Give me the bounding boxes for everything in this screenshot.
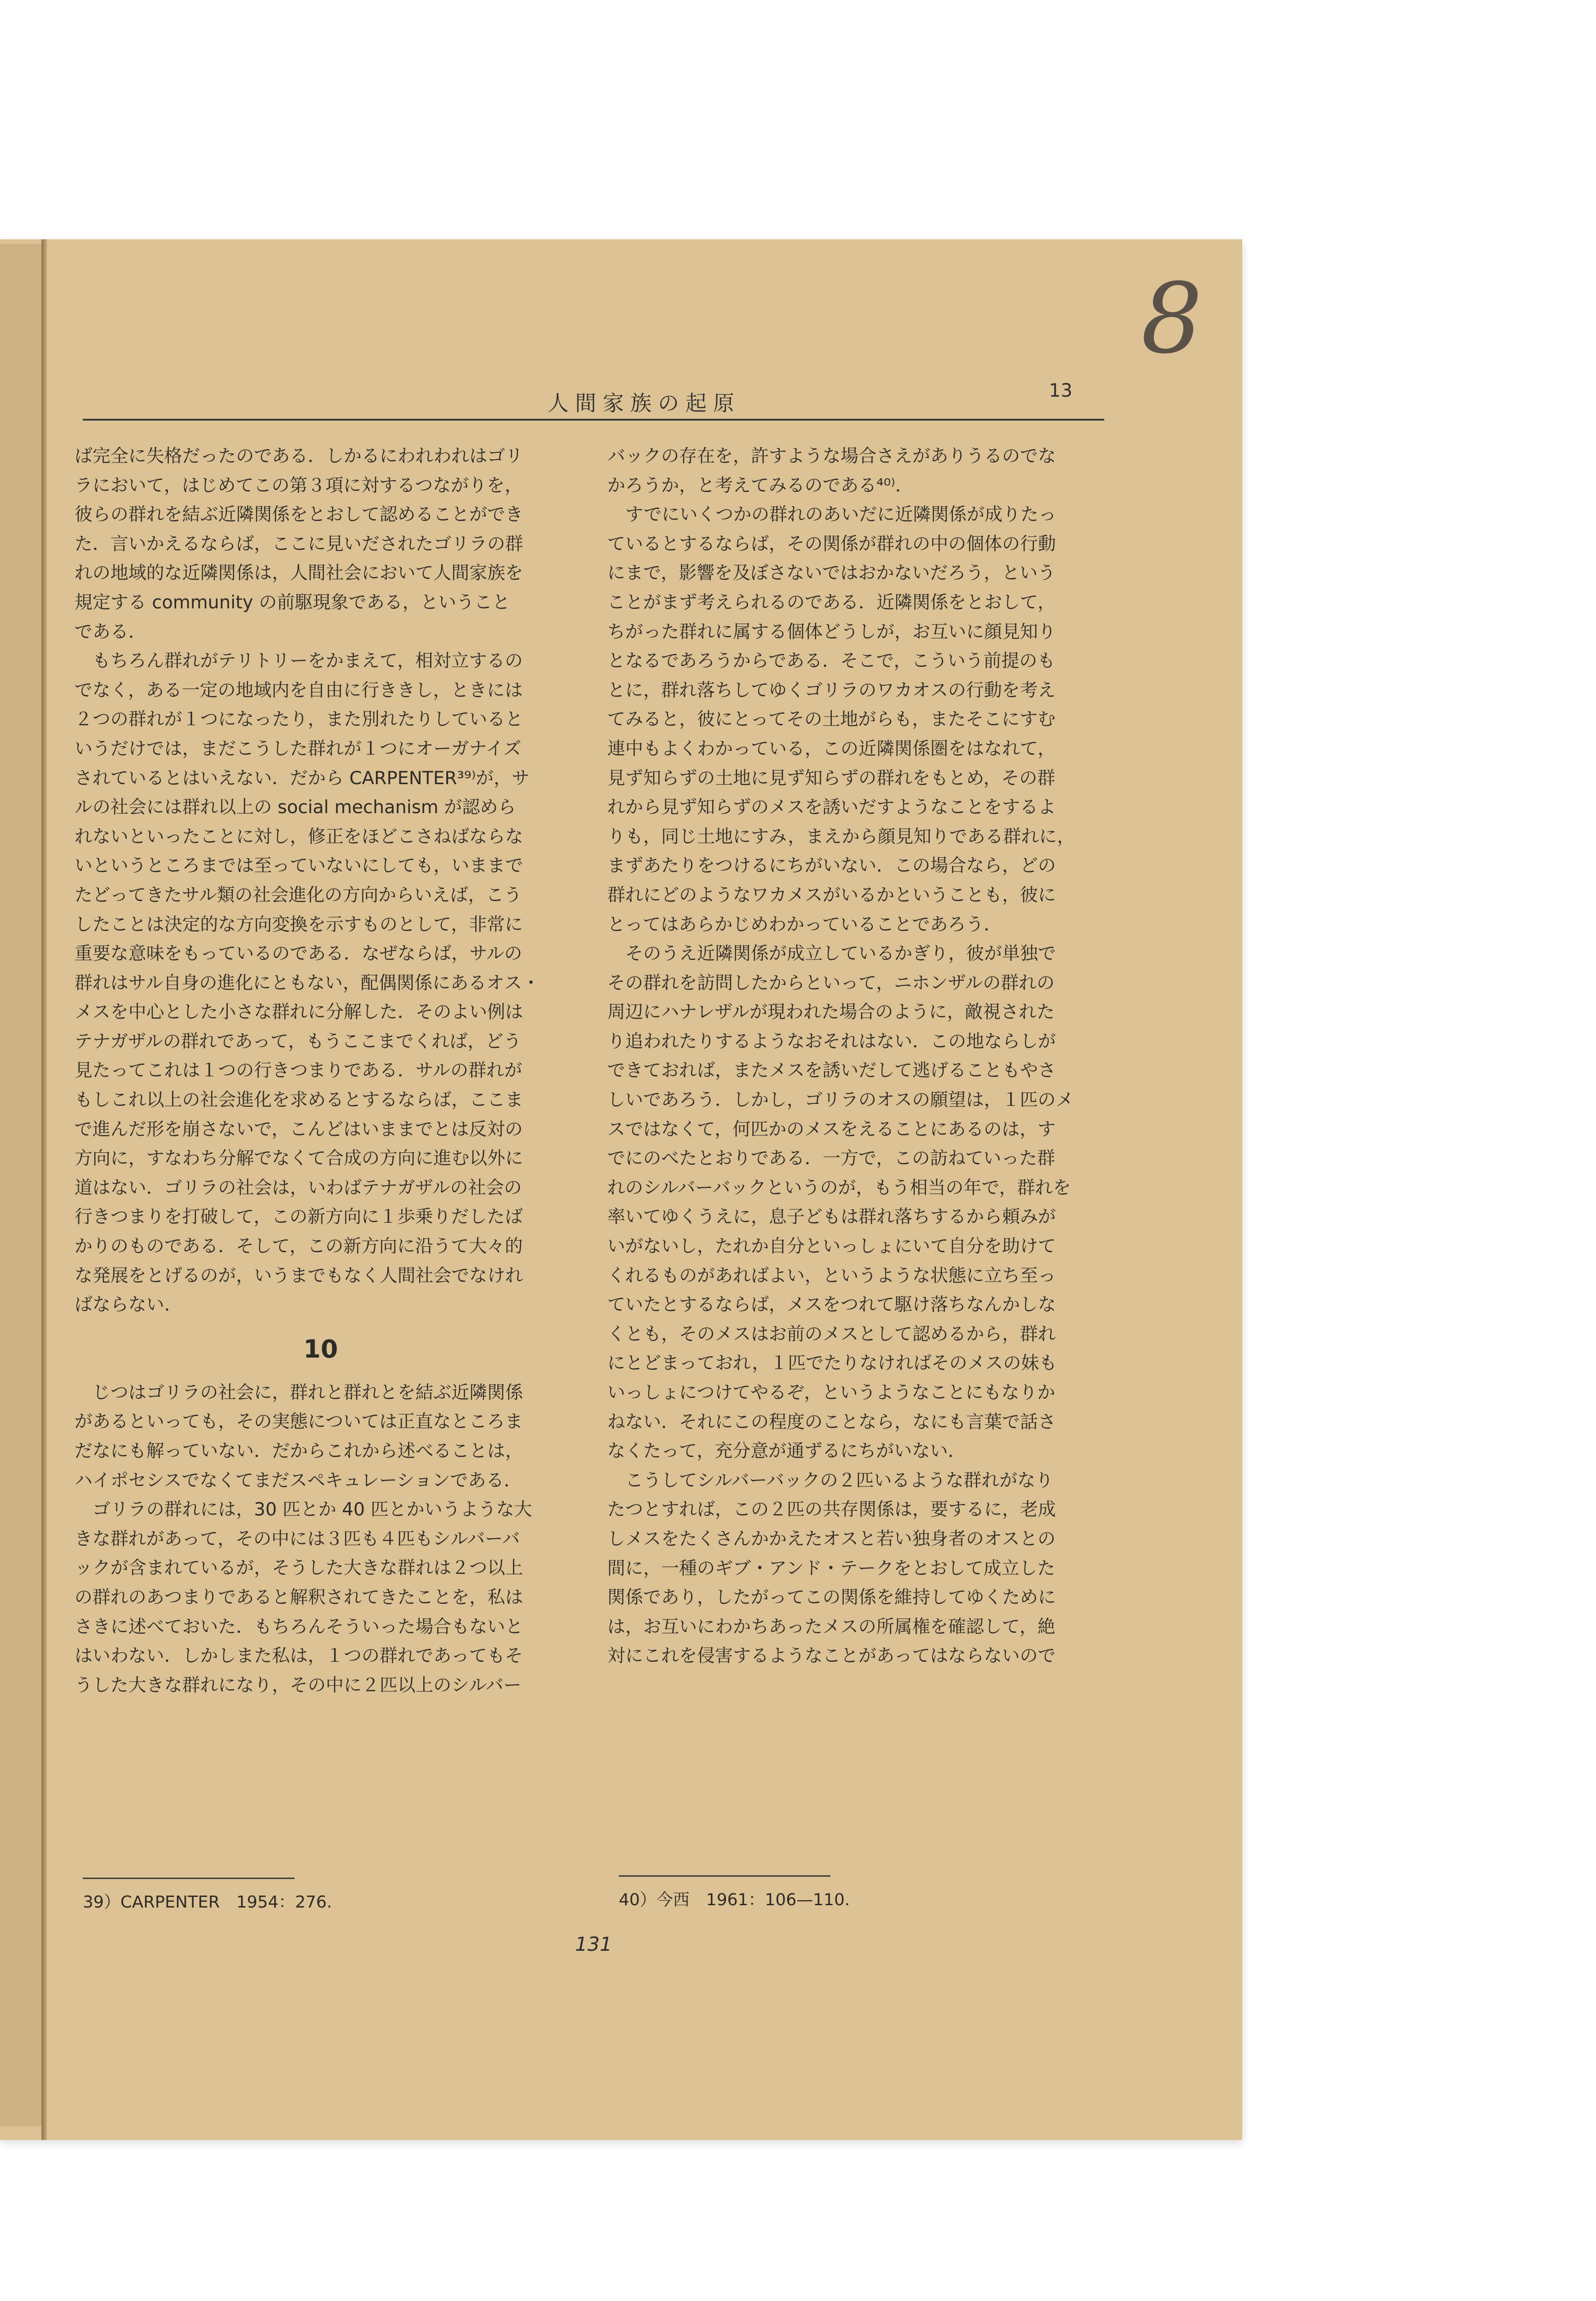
handwritten-mark-text: 8 [1141, 262, 1203, 375]
binding-gutter [41, 239, 47, 2140]
footnote-rule [619, 1875, 830, 1877]
footnote-39: 39）CARPENTER 1954：276. [83, 1893, 332, 1912]
section-number: 10 [303, 1334, 338, 1364]
paragraph: こうしてシルバーバックの２匹いるような群れがなり たつとすれば，この２匹の共存関係は，要するに，老成 しメスをたくさんかかえたオスと若い独身者のオスとの 間に，一種のギブ・アンド・テークをとおして成立した 関係であり，したがってこの関係を維持してゆくために は，お互いにわかちあったメスの所属権を確認して，絶 対にこれを侵害するようなことがあってはならないので [607, 1470, 1056, 1667]
previous-page-edge [0, 244, 43, 2126]
header-page-number: 13 [1049, 380, 1072, 401]
paragraph: そのうえ近隣関係が成立しているかぎり，彼が単独で その群れを訪問したからといって，ニホンザルの群れの 周辺にハナレザルが現われた場合のように，敵視された り追われたりするようなおそれはない．この地ならしが できておれば，またメスを誘いだして逃げることもやさ しいであろう．しかし，ゴリラのオスの願望は，１匹のメ スではなくて，何匹かのメスをえることにあるのは，す でにのべたとおりである．一方で，この訪ねていった群 れのシルバーバックというのが，もう相当の年で，群れを 率いてゆくうえに，息子どもは群れ落ちするから頼みが いがないし，たれか自分といっしょにいて自分を助けて くれるものがあればよい，というような状態に立ち至っ ていたとするならば，メスをつれて駆け落ちなんかしな くとも，そのメスはお前のメスとして認めるから，群れ にとどまっておれ，１匹でたりなければそのメスの妹も いっしょにつけてやるぞ，というようなことにもなりか ねない．それにこの程度のことなら，なにも言葉で話さ なくたって，充分意が通ずるにちがいない． [607, 943, 1074, 1462]
paragraph: もちろん群れがテリトリーをかまえて，相対立するの でなく，ある一定の地域内を自由に行ききし，ときには ２つの群れが１つになったり，また別れたりしていると いうだけでは，まだこうした群れが１つにオーガナイズ されているとはいえない．だから CARPENTER³⁹⁾が，サ ルの社会には群れ以上の social mechanism が認めら れないといったことに対し，修正をほどこさねばならな いというところまでは至っていないにしても，いままで たどってきたサル類の社会進化の方向からいえば，こう したことは決定的な方向変換を示すものとして，非常に 重要な意味をもっているのである．なぜならば，サルの 群れはサル自身の進化にともない，配偶関係にあるオス・ メスを中心とした小さな群れに分解した．そのよい例は テナガザルの群れであって，もうここまでくれば，どう 見たってこれは１つの行きつまりである．サルの群れが もしこれ以上の社会進化を求めるとするならば，ここま で進んだ形を崩さないで，こんどはいままでとは反対の 方向に，すなわち分解でなくて合成の方向に進む以外に 道はない．ゴリラの社会は，いわばテナガザルの社会の 行きつまりを打破して，この新方向に１歩乗りだしたば かりのものである．そして，この新方向に沿うて大々的 な発展をとげるのが，いうまでもなく人間社会でなけれ ばならない． [75, 651, 540, 1316]
folio-page-number: 131 [575, 1933, 612, 1955]
paragraph: バックの存在を，許すような場合さえがありうるのでな かろうか，と考えてみるのである⁴⁰⁾． [607, 446, 1056, 496]
paragraph: すでにいくつかの群れのあいだに近隣関係が成りたっ ているとするならば，その関係が群れの中の個体の行動 にまで，影響を及ぼさないではおかないだろう，という ことがまず考えられるのである．近隣関係をとおして， ちがった群れに属する個体どうしが，お互いに顔見知り となるであろうからである．そこで，こういう前提のも とに，群れ落ちしてゆくゴリラのワカオスの行動を考え てみると，彼にとってその土地がらも，またそこにすむ 連中もよくわかっている，この近隣関係圏をはなれて， 見ず知らずの土地に見ず知らずの群れをもとめ，その群 れから見ず知らずのメスを誘いだすようなことをするよ りも，同じ土地にすみ，まえから顔見知りである群れに， まずあたりをつけるにちがいない．この場合なら，どの 群れにどのようなワカメスがいるかということも，彼に とってはあらかじめわかっていることであろう． [607, 504, 1075, 935]
footnote-rule [83, 1878, 294, 1879]
right-column [607, 442, 1100, 1868]
running-title: 人間家族の起原 [547, 391, 741, 416]
paragraph: ば完全に失格だったのである．しかるにわれわれはゴリ ラにおいて，はじめてこの第３項に対するつながりを， 彼らの群れを結ぶ近隣関係をとおして認めることができ た．言いかえるならば，ここに見いだされたゴリラの群 れの地域的な近隣関係は，人間社会において人間家族を 規定する community の前駆現象である，ということ である． [75, 446, 524, 642]
handwritten-page-mark [1127, 258, 1205, 377]
paragraph: じつはゴリラの社会に，群れと群れとを結ぶ近隣関係 があるといっても，その実態については正直なところま だなにも解っていない．だからこれから述べることは， ハイポセシスでなくてまだスペキュレーションである． [75, 1382, 524, 1491]
running-header [83, 377, 1104, 421]
footnote-40: 40）今西 1961：106—110. [619, 1891, 850, 1909]
left-column [75, 442, 567, 1868]
paragraph: ゴリラの群れには，30 匹とか 40 匹とかいうような大 きな群れがあって，その中には３匹も４匹もシルバーバ ックが含まれているが，そうした大きな群れは２つ以上 の群れのあつまりであると解釈されてきたことを，私は さきに述べておいた．もちろんそういった場合もないと はいわない．しかしまた私は，１つの群れであってもそ うした大きな群れになり，その中に２匹以上のシルバー [75, 1499, 532, 1696]
